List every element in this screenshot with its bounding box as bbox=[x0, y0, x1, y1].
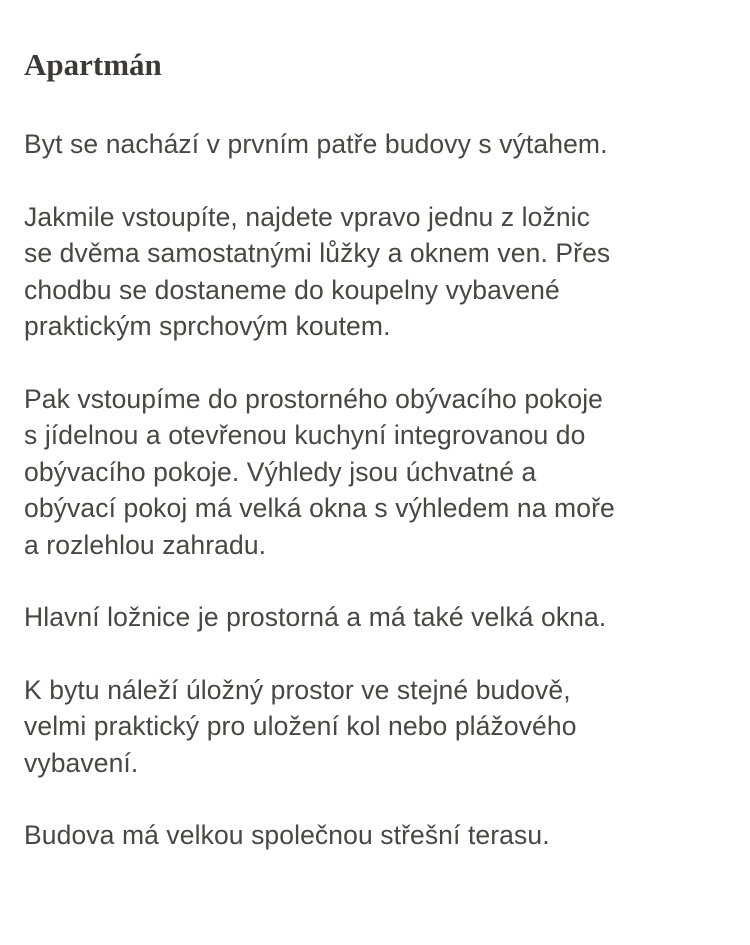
paragraph-storage bbox=[24, 672, 730, 782]
paragraph-line: obývacího pokoje. Výhledy jsou úchvatné a bbox=[24, 456, 537, 487]
paragraph-elevator bbox=[24, 126, 730, 163]
paragraph-line: Budova má velkou společnou střešní terasu. bbox=[24, 820, 550, 850]
paragraph-line: s jídelnou a otevřenou kuchyní integrovanou do bbox=[24, 420, 586, 450]
paragraph-line: a rozlehlou zahradu. bbox=[24, 529, 267, 560]
paragraph-line: Byt se nachází v prvním patře budovy s výtahem. bbox=[24, 129, 608, 159]
paragraph-bedroom-bathroom bbox=[24, 199, 730, 345]
paragraph-line: Jakmile vstoupíte, najdete vpravo jednu z ložnic bbox=[24, 201, 591, 232]
page-title: Apartmán bbox=[24, 47, 162, 82]
paragraph-line: velmi praktický pro uložení kol nebo plážového bbox=[24, 711, 577, 741]
paragraph-living-room bbox=[24, 381, 730, 564]
paragraph-master-bedroom bbox=[24, 599, 730, 636]
paragraph-line: obývací pokoj má velká okna s výhledem na moře bbox=[24, 493, 615, 523]
paragraph-line: Hlavní ložnice je prostorná a má také velká okna. bbox=[24, 602, 607, 632]
paragraph-line: K bytu náleží úložný prostor ve stejné budově, bbox=[24, 674, 571, 705]
paragraph-line: se dvěma samostatnými lůžky a oknem ven. Přes bbox=[24, 238, 611, 268]
paragraph-line: chodbu se dostaneme do koupelny vybavené bbox=[24, 274, 560, 305]
paragraph-line: Pak vstoupíme do prostorného obývacího pokoje bbox=[24, 383, 604, 414]
paragraph-line: praktickým sprchovým koutem. bbox=[24, 311, 391, 341]
paragraph-line: vybavení. bbox=[24, 747, 139, 778]
paragraph-terrace bbox=[24, 817, 730, 854]
article-body bbox=[24, 126, 730, 854]
